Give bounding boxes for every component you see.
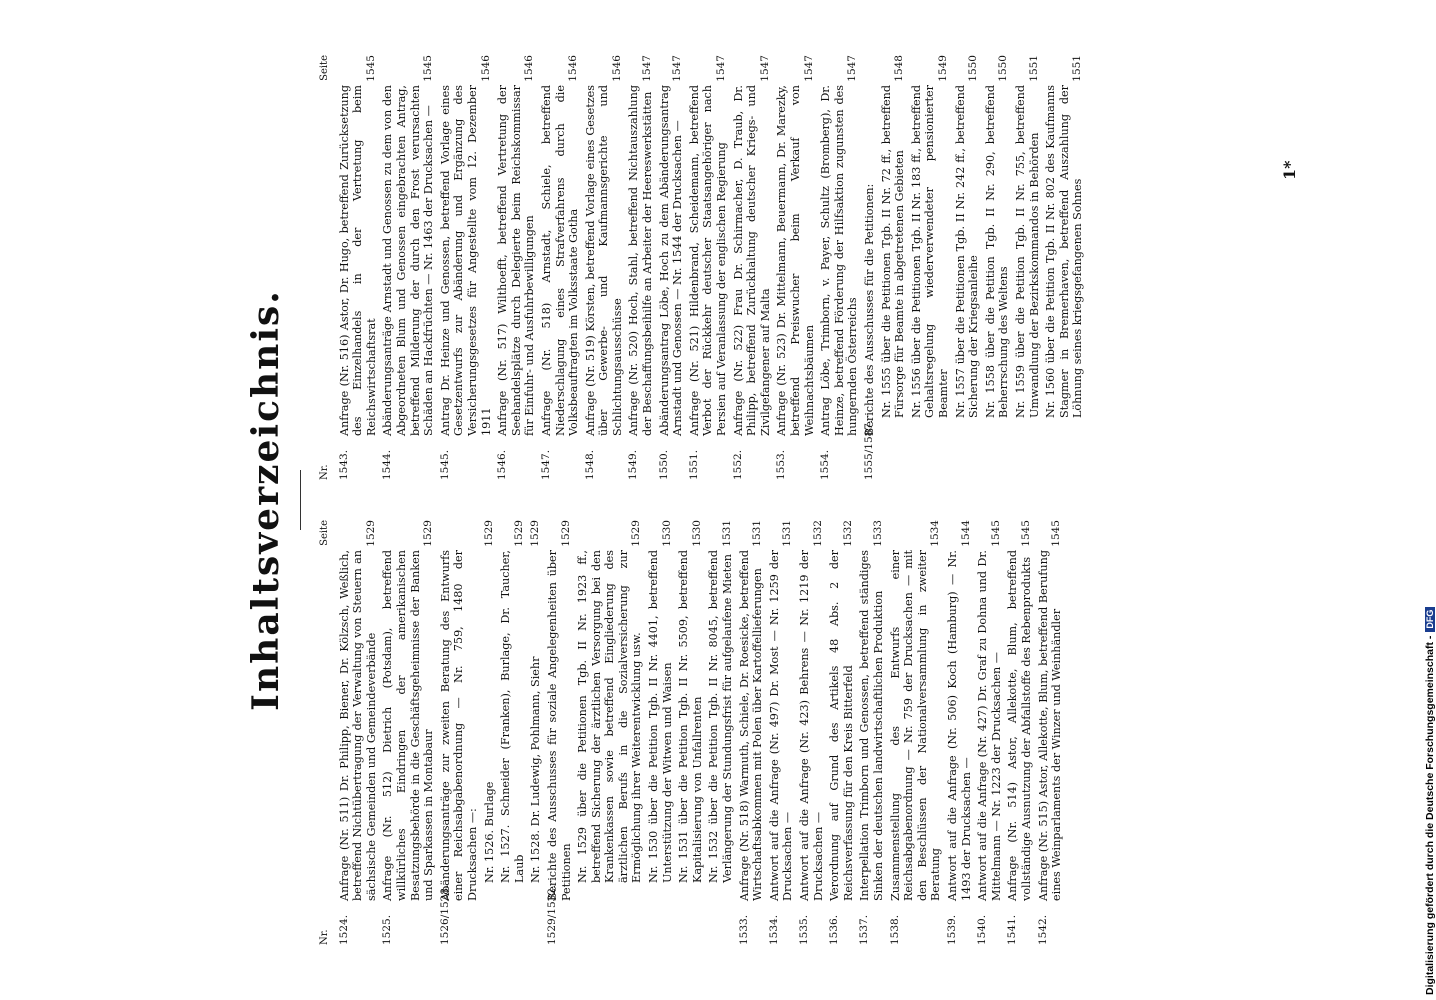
- entry-page: 1551: [1071, 55, 1084, 82]
- toc-entry: [496, 55, 537, 480]
- toc-entry: [529, 520, 543, 945]
- entry-page: 1545: [422, 55, 435, 82]
- toc-entry: [976, 520, 1003, 945]
- digitization-text: Digitalisierung gefördert durch die Deutsche Forschungsgemeinschaft -: [1424, 635, 1436, 995]
- entry-text: Anfrage (Nr. 516) Astor, Dr. Hugo, betreffend Zurücksetzung des Einzelhandels in der Vertretung beim Reichswirtschaftsrat: [337, 85, 378, 436]
- toc-entry: [828, 520, 855, 945]
- entry-number: [529, 883, 543, 927]
- entry-page: 1549: [936, 55, 949, 82]
- entry-text: Zusammenstellung des Entwurfs einer Reichsabgabenordnung — Nr. 759 der Drucksachen — mit den Beschlüssen der Nationalversammlung in zweiter Beratung: [888, 550, 943, 901]
- entry-page: 1547: [671, 55, 684, 82]
- entry-text: Antwort auf die Anfrage (Nr. 423) Behrens — Nr. 1219 der Drucksachen —: [798, 550, 825, 901]
- entry-page: 1547: [715, 55, 728, 82]
- entry-page: 1546: [479, 55, 492, 82]
- toc-entry: [707, 520, 734, 945]
- toc-entry: [819, 55, 860, 480]
- toc-entry: [889, 520, 943, 945]
- right-entry-list: [338, 55, 1085, 480]
- right-column-header: [318, 55, 332, 480]
- toc-entry: [880, 55, 907, 480]
- entry-number: [1014, 418, 1041, 462]
- entry-page: 1529: [529, 520, 542, 547]
- entry-text: Nr. 1529 über die Petitionen Tgb. II Nr. 1923 ff., betreffend Sicherung der ärztlichen Versorgung bei den Krankenkassen sowie betreffend Eingliederung des ärztlichen Berufs in die Sozialversicherung zur Ermöglichung ihrer Weiterentwicklung usw.: [576, 550, 644, 883]
- entry-page: 1548: [893, 55, 906, 82]
- toc-entry: [738, 520, 765, 945]
- entry-text: Abänderungsanträge zur zweiten Beratung des Entwurfs einer Reichsabgabenordnung — Nr. 759, 1480 der Drucksachen —:: [438, 550, 479, 901]
- toc-entry: [1006, 520, 1033, 945]
- entry-number: 1536.: [828, 914, 841, 945]
- entry-number: [707, 883, 734, 927]
- entry-text: Nr. 1526. Burlage: [482, 781, 496, 883]
- nr-label: Nr.: [319, 464, 330, 480]
- entry-number: 1535.: [798, 914, 810, 945]
- toc-entry: [658, 55, 685, 480]
- entry-text: Anfrage (Nr. 514) Astor, Allekotte, Blum, betreffend vollständige Ausnutzung der Abfallstoffe des Rebenprodukts: [1006, 550, 1033, 901]
- entry-page: 1534: [929, 520, 942, 547]
- entry-text: Antwort auf die Anfrage (Nr. 427) Dr. Graf zu Dohna und Dr. Mittelmann — Nr. 1223 der Drucksachen —: [976, 550, 1003, 901]
- entry-page: 1550: [967, 55, 980, 82]
- toc-entry: [499, 520, 526, 945]
- entry-text: Nr. 1560 über die Petition Tgb. II Nr. 802 des Kaufmanns Stagmer in Bremerhaven, betreffend Auszahlung der Löhnung seines kriegsgefangenen Sohnes: [1044, 85, 1085, 418]
- right-column: [318, 55, 1085, 480]
- entry-text: Antrag Dr. Heinze und Genossen, betreffend Vorlage eines Gesetzentwurfs zur Abänderung und Ergänzung des Versicherungsgesetzes für Angestellte vom 12. Dezember 1911: [438, 85, 493, 436]
- toc-entry: [677, 520, 704, 945]
- entry-text: Nr. 1527. Schneider (Franken), Burlage, Dr. Taucher, Laub: [499, 550, 526, 883]
- entry-text: Nr. 1559 über die Petition Tgb. II Nr. 755, betreffend Umwandlung der Bezirkskommandos in Behörden: [1013, 85, 1041, 418]
- entry-page: 1546: [567, 55, 580, 82]
- entry-text: Antrag Löbe, Trimborn, v. Payer, Schultz (Bromberg), Dr. Heinze, betreffend Förderung der Hilfsaktion zugunsten des hungernden Österreichs: [819, 85, 860, 436]
- entry-number: 1533.: [737, 914, 750, 945]
- entry-page: 1546: [610, 55, 623, 82]
- signature-mark: 1*: [1280, 160, 1299, 180]
- entry-number: [954, 418, 981, 462]
- toc-entry: [439, 55, 493, 480]
- toc-entry: [798, 520, 825, 945]
- entry-number: [1044, 418, 1085, 462]
- entry-page: 1547: [758, 55, 771, 82]
- entry-text: Anfrage (Nr. 519) Körsten, betreffend Vorlage eines Gesetzes über Gewerbe- und Kaufmannsgerichte und Schlichtungsausschüsse: [583, 85, 624, 436]
- entry-text: Nr. 1532 über die Petition Tgb. II Nr. 8045, betreffend Verlängerung der Stundungsfrist für aufgelaufene Mieten: [707, 550, 735, 883]
- toc-entry: [910, 55, 951, 480]
- toc-entry: [863, 55, 877, 480]
- entry-text: Anfrage (Nr. 522) Frau Dr. Schirmacher, D. Traub, Dr. Philipp, betreffend Zurückhaltung deutscher Kriegs- und Zivilgefangener auf Malta: [731, 85, 772, 436]
- entry-page: 1531: [721, 520, 734, 547]
- left-column-header: [318, 520, 332, 945]
- entry-text: Nr. 1558 über die Petition Tgb. II Nr. 290, betreffend Beherrschung des Weltens: [983, 85, 1011, 418]
- entry-page: 1545: [1050, 520, 1063, 547]
- toc-entry: [584, 55, 625, 480]
- toc-entry: [1014, 55, 1041, 480]
- seite-label: Seite: [319, 520, 330, 546]
- dfg-logo: DFG: [1425, 607, 1435, 632]
- toc-entry: [483, 520, 497, 945]
- toc-entry: [647, 520, 674, 945]
- entry-number: [910, 418, 951, 462]
- toc-entry: [858, 520, 885, 945]
- entry-number: 1542.: [1036, 914, 1049, 945]
- left-entry-list: [338, 520, 1064, 945]
- entry-text: Abänderungsanträge Arnstadt und Genossen zu dem von den Abgeordneten Blum und Genossen eingebrachten Antrag, betreffend Milderung der durch den Frost verursachten Schäden an Hackfrüchten — Nr. 1463 der Drucksachen —: [381, 85, 436, 436]
- entry-number: 1549.: [627, 449, 640, 480]
- toc-entry: [1044, 55, 1085, 480]
- entry-text: Anfrage (Nr. 518) Arnstadt, Schiele, betreffend Niederschlagung eines Strafverfahrens durch die Volksbeauftragten im Volksstaate Gotha: [539, 85, 581, 436]
- entry-text: Nr. 1556 über die Petitionen Tgb. II Nr. 183 ff., betreffend Gehaltsregelung wiederverwendeter pensionierter Beamter: [909, 85, 950, 418]
- entry-text: Nr. 1555 über die Petitionen Tgb. II Nr. 72 ff., betreffend Fürsorge für Beamte in abgetretenen Gebieten: [879, 85, 907, 418]
- entry-number: 1534.: [767, 914, 780, 945]
- entry-text: Abänderungsantrag Löbe, Hoch zu dem Abänderungsantrag Arnstadt und Genossen — Nr. 1544 der Drucksachen —: [657, 85, 685, 436]
- entry-page: 1531: [751, 520, 764, 547]
- entry-text: Anfrage (Nr. 518) Warmuth, Schiele, Dr. Roesicke, betreffend Wirtschaftsabkommen mit Polen über Kartoffellieferungen: [737, 550, 765, 901]
- entry-page: 1547: [846, 55, 859, 82]
- entry-page: 1545: [1019, 520, 1032, 547]
- left-column: [318, 520, 1064, 945]
- title-rule: [300, 470, 301, 530]
- entry-text: Anfrage (Nr. 517) Wilthoefft, betreffend Vertretung der Seehandelsplätze durch Delegierte beim Reichskommissar für Einfuhr- und Ausfuhrbewilligungen: [496, 85, 537, 436]
- toc-entry: [439, 520, 480, 945]
- entry-page: 1544: [959, 520, 972, 547]
- entry-text: Anfrage (Nr. 520) Hoch, Stahl, betreffend Nichtauszahlung der Beschaffungsbeihilfe an Arbeiter der Heereswerkstätten: [627, 85, 655, 436]
- toc-entry: [338, 55, 379, 480]
- entry-number: 1550.: [657, 449, 670, 480]
- toc-entry: [732, 55, 773, 480]
- entry-page: 1551: [1027, 55, 1040, 82]
- entry-page: 1529: [364, 520, 377, 547]
- entry-page: 1545: [364, 55, 377, 82]
- entry-page: 1529: [422, 520, 435, 547]
- entry-number: [984, 418, 1011, 462]
- entry-page: 1546: [523, 55, 536, 82]
- entry-text: Anfrage (Nr. 521) Hildenbrand, Scheidemann, betreffend Verbot der Rückkehr deutscher Staatsangehöriger nach Persien auf Veranlassung der englischen Regierung: [687, 85, 729, 436]
- nr-label: Nr.: [319, 929, 330, 945]
- entry-page: 1529: [512, 520, 525, 547]
- entry-number: 1540.: [976, 914, 989, 945]
- entry-text: Antwort auf die Anfrage (Nr. 506) Koch (Hamburg) — Nr. 1493 der Drucksachen —: [945, 550, 973, 901]
- entry-text: Berichte des Ausschusses für soziale Angelegenheiten über Petitionen: [545, 550, 573, 901]
- entry-page: 1545: [989, 520, 1002, 547]
- entry-number: 1538.: [888, 914, 901, 945]
- entry-text: Nr. 1528. Dr. Ludewig, Pohlmann, Siehr: [529, 656, 543, 883]
- entry-page: 1547: [802, 55, 815, 82]
- toc-entry: [338, 520, 379, 945]
- entry-page: 1529: [559, 520, 572, 547]
- entry-page: 1530: [660, 520, 673, 547]
- entry-page: 1533: [871, 520, 884, 547]
- entry-number: 1554.: [819, 449, 832, 480]
- entry-page: 1532: [811, 520, 824, 547]
- entry-page: 1531: [781, 520, 794, 547]
- entry-text: Verordnung auf Grund des Artikels 48 Abs. 2 der Reichsverfassung für den Kreis Bitterfeld: [828, 550, 855, 901]
- toc-entry: [627, 55, 654, 480]
- entry-text: Anfrage (Nr. 512) Dietrich (Potsdam), betreffend willkürliches Eindringen der amerikanischen Besatzungsbehörde in die Geschäftsgeheimnisse der Banken und Sparkassen in Montabaur: [381, 550, 436, 901]
- entry-text: Interpellation Trimborn und Genossen, betreffend ständiges Sinken der deutschen landwirtschaftlichen Produktion: [858, 550, 885, 901]
- toc-entry: [576, 520, 644, 945]
- toc-entry: [381, 520, 435, 945]
- toc-entry: [540, 55, 581, 480]
- entry-number: 1539.: [945, 914, 958, 945]
- entry-page: 1547: [641, 55, 654, 82]
- page-title: Inhaltsverzeichnis.: [245, 289, 287, 711]
- toc-entry: [546, 520, 573, 945]
- toc-entry: [946, 520, 973, 945]
- entry-number: 1526/1528.: [438, 884, 451, 945]
- entry-number: 1548.: [583, 449, 596, 480]
- entry-number: 1544.: [381, 449, 394, 480]
- entry-number: 1555/1587.: [862, 419, 875, 480]
- entry-page: 1530: [690, 520, 703, 547]
- entry-number: 1546.: [496, 449, 509, 480]
- toc-entry: [775, 55, 816, 480]
- entry-number: [880, 418, 907, 462]
- entry-text: Nr. 1531 über die Petition Tgb. II Nr. 5509, betreffend Kapitalisierung von Unfallrenten: [677, 550, 704, 883]
- entry-text: Berichte des Ausschusses für die Petitionen:: [862, 183, 876, 436]
- toc-entry: [768, 520, 795, 945]
- entry-number: 1537.: [858, 914, 871, 945]
- toc-entry: [954, 55, 981, 480]
- entry-number: 1524.: [337, 914, 350, 945]
- entry-number: [647, 883, 674, 927]
- entry-number: [499, 883, 526, 927]
- entry-page: 1529: [482, 520, 495, 547]
- entry-page: 1550: [997, 55, 1010, 82]
- entry-number: 1545.: [438, 449, 451, 480]
- entry-number: 1553.: [775, 449, 788, 480]
- seite-label: Seite: [319, 55, 330, 81]
- entry-number: 1552.: [731, 449, 744, 480]
- entry-number: 1525.: [381, 914, 394, 945]
- entry-number: 1551.: [687, 449, 700, 480]
- entry-number: 1541.: [1006, 914, 1019, 945]
- entry-text: Anfrage (Nr. 515) Astor, Allekotte, Blum, betreffend Berufung eines Weinparlaments der Winzer und Weinhändler: [1036, 550, 1064, 901]
- entry-text: Nr. 1557 über die Petitionen Tgb. II Nr. 242 ff., betreffend Sicherung der Kriegsanleihe: [953, 85, 981, 418]
- toc-entry: [1037, 520, 1064, 945]
- entry-number: 1543.: [337, 449, 350, 480]
- toc-entry: [688, 55, 729, 480]
- entry-text: Anfrage (Nr. 511) Dr. Philipp, Biener, Dr. Kölzsch, Weßlich, betreffend Nichtübertragung der Verwaltung von Steuern an sächsische Gemeinden und Gemeindeverbände: [337, 550, 378, 901]
- entry-number: [677, 883, 704, 927]
- entry-page: 1532: [841, 520, 854, 547]
- digitization-note: [1424, 607, 1436, 995]
- entry-page: 1529: [630, 520, 643, 547]
- toc-entry: [381, 55, 435, 480]
- entry-number: 1529/1532.: [545, 884, 558, 945]
- entry-text: Antwort auf die Anfrage (Nr. 497) Dr. Most — Nr. 1259 der Drucksachen —: [767, 550, 795, 901]
- toc-entry: [984, 55, 1011, 480]
- entry-text: Nr. 1530 über die Petition Tgb. II Nr. 4401, betreffend Unterstützung der Witwen und Waisen: [647, 550, 674, 883]
- entry-number: [576, 883, 644, 927]
- entry-number: 1547.: [539, 449, 552, 480]
- entry-text: Anfrage (Nr. 523) Dr. Mittelmann, Beuermann, Dr. Marezky, betreffend Preiswucher beim Verkauf von Weihnachtsbäumen: [775, 85, 816, 436]
- entry-number: [483, 883, 497, 927]
